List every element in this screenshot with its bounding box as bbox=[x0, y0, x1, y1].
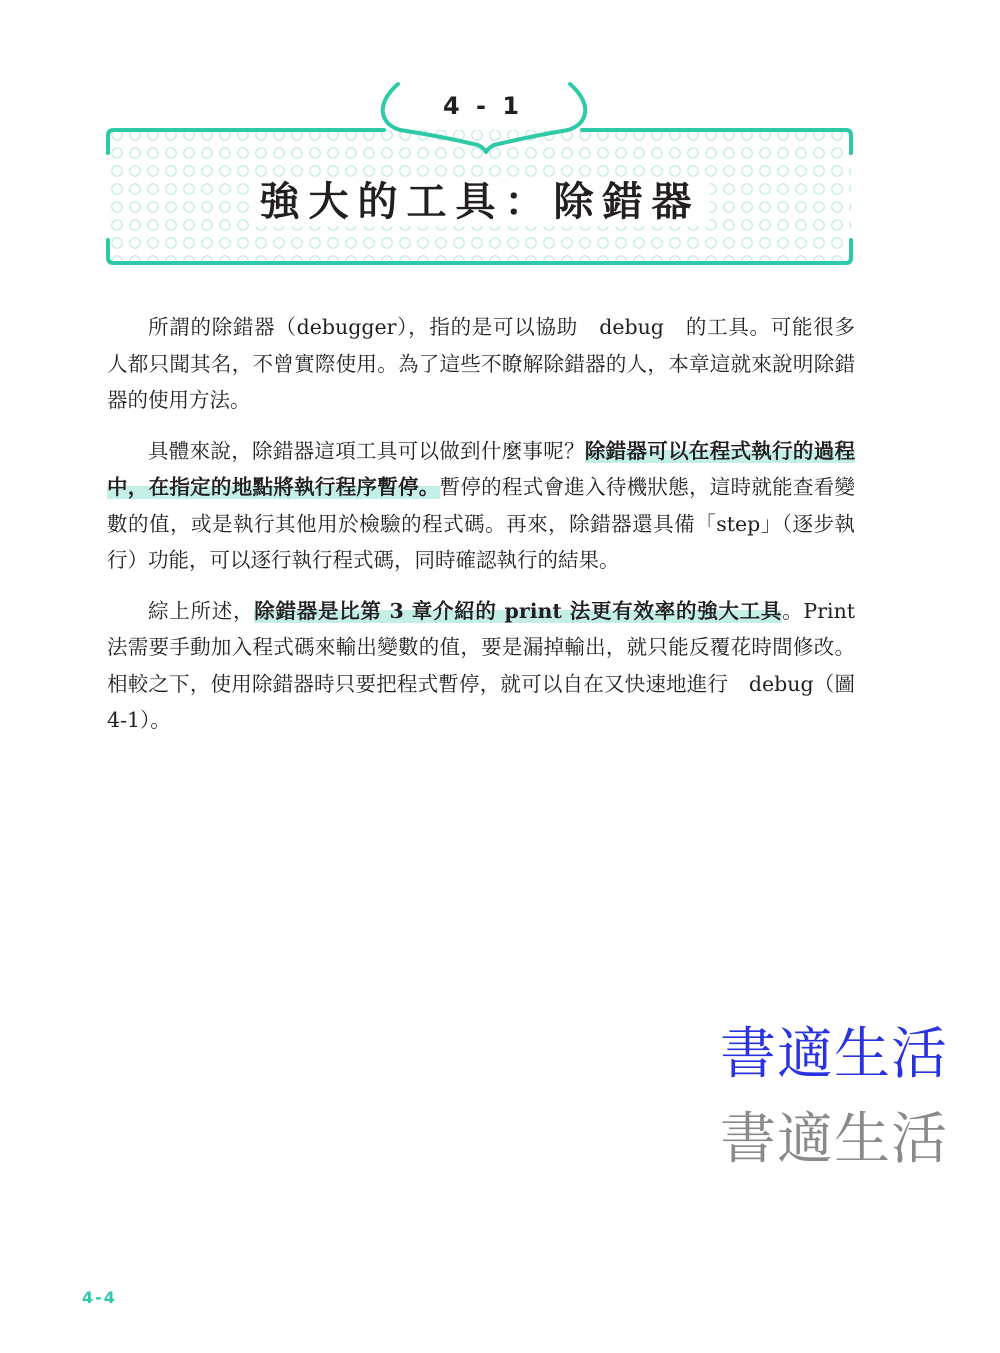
paragraph-text: 所謂的除錯器（debugger），指的是可以協助 debug 的工具。可能很多人都只聞其名，不曾實際使用。為了這些不瞭解除錯器的人，本章這就來說明除錯器的使用方法。 bbox=[107, 315, 855, 412]
paragraph-3 bbox=[107, 593, 876, 739]
paragraph-text: 。Print 法需要手動加入程式碼來輸出變數的值，要是漏掉輸出，就只能反覆花時間修改。相較之下，使用除錯器時只要把程式暫停，就可以自在又快速地進行 debug（圖 4-1）。 bbox=[107, 598, 876, 732]
watermark-gray: 書適生活 bbox=[720, 1107, 948, 1172]
paragraph-text: 暫停的程式會進入待機狀態，這時就能查看變數的值，或是執行其他用於檢驗的程式碼。再來，除錯器還具備「step」（逐步執行）功能，可以逐行執行程式碼，同時確認執行的結果。 bbox=[107, 475, 856, 572]
paragraph-2 bbox=[107, 433, 855, 579]
section-title: 強大的工具：除錯器 bbox=[259, 179, 701, 225]
paragraph-1 bbox=[107, 309, 855, 419]
watermark-blue: 書適生活 bbox=[720, 1022, 948, 1087]
section-number: 4 - 1 bbox=[442, 92, 524, 120]
paragraph-text: 綜上所述， bbox=[148, 598, 255, 623]
page-number: 4-4 bbox=[82, 1288, 117, 1307]
highlighted-text: 除錯器可以在程式執行的過程中，在指定的地點將執行程序暫停。 bbox=[107, 438, 856, 499]
section-header-frame bbox=[0, 0, 1000, 300]
body-text bbox=[107, 309, 876, 753]
highlighted-text: 除錯器是比第 3 章介紹的 print 法更有效率的強大工具 bbox=[254, 598, 783, 623]
paragraph-text: 具體來說，除錯器這項工具可以做到什麼事呢？ bbox=[148, 438, 585, 463]
